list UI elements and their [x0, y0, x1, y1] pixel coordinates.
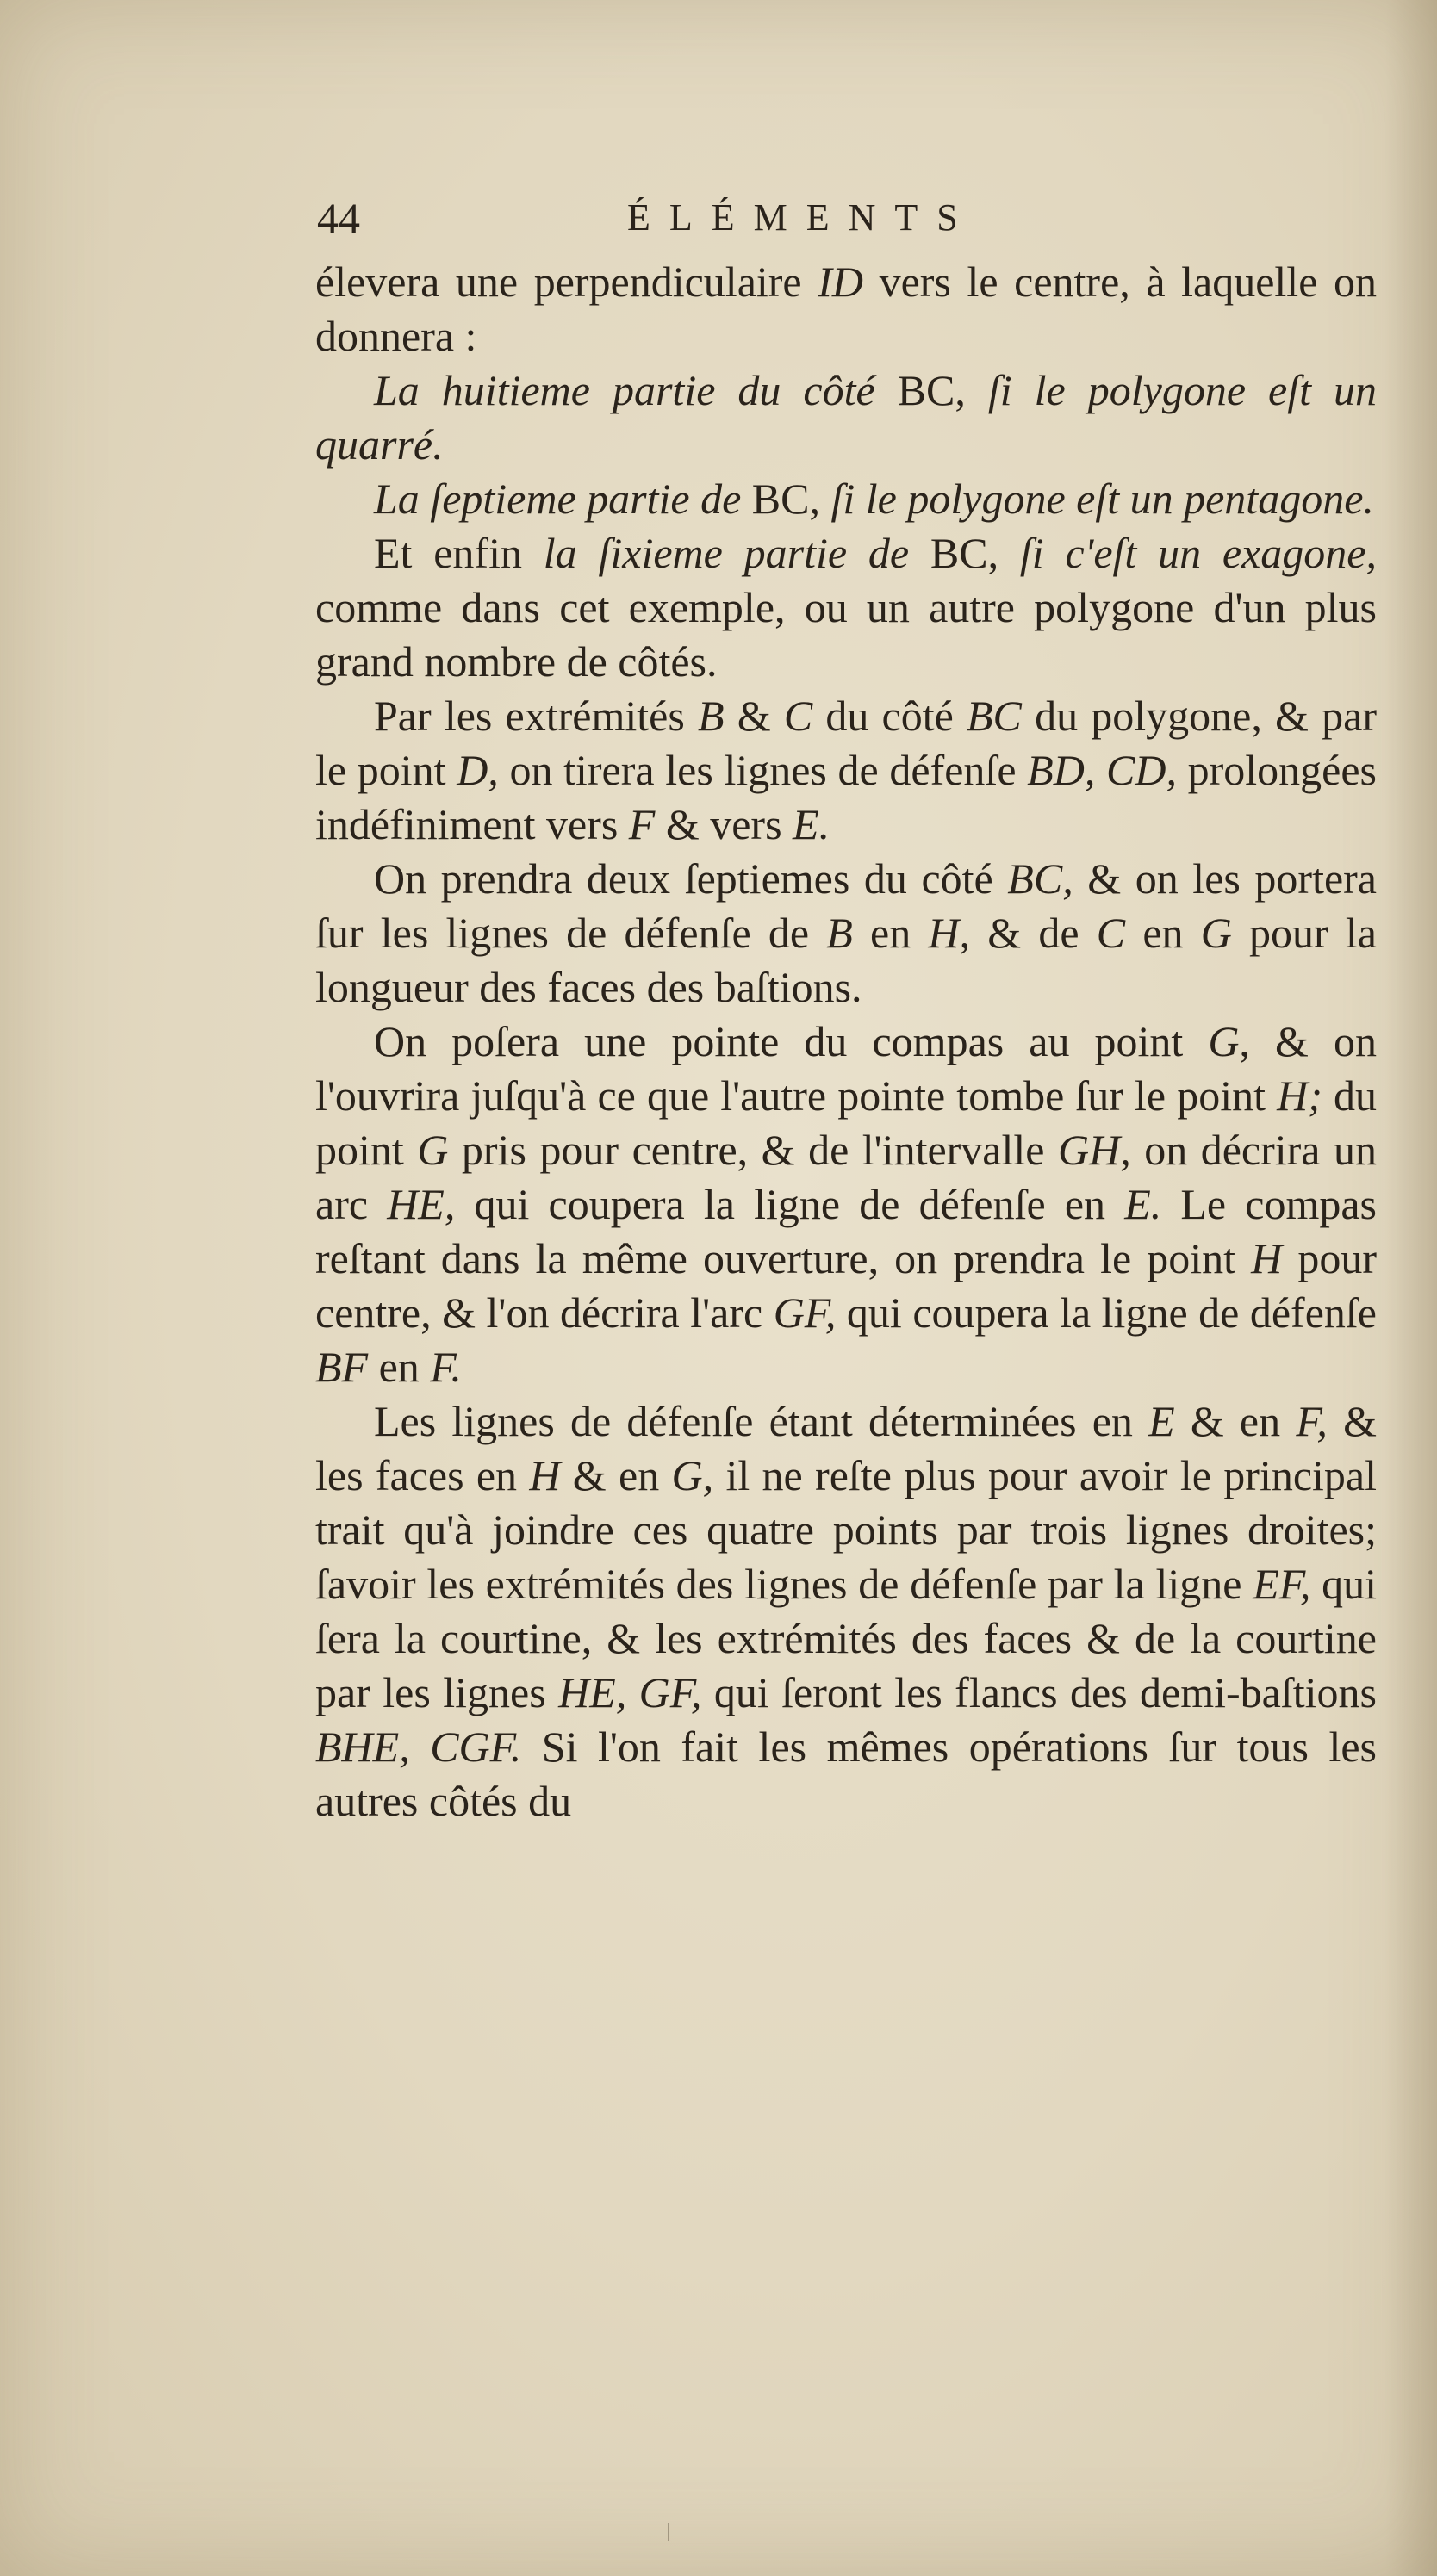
- text-run: qui ſeront les flancs des demi-baſtions: [701, 1668, 1378, 1716]
- text-run: comme dans cet exemple, ou un autre polygone d'un plus grand nombre de côtés.: [315, 583, 1377, 686]
- paragraph: [315, 852, 1377, 1015]
- paragraph: [315, 689, 1377, 852]
- italic-text-run: ſi le polygone eſt un pentagone.: [830, 475, 1374, 523]
- text-run: & en: [560, 1451, 672, 1499]
- text-run: Le compas reſtant dans la même ouverture, on prendra le point: [315, 1180, 1377, 1282]
- text-run: BC,: [897, 366, 966, 414]
- italic-text-run: F: [628, 800, 656, 848]
- italic-text-run: HE,: [387, 1180, 456, 1228]
- italic-text-run: H: [1251, 1234, 1283, 1282]
- italic-text-run: la ſixieme partie de: [543, 529, 930, 577]
- text-run: qui coupera la ligne de défenſe en: [455, 1180, 1125, 1228]
- text-run: & les faces en: [315, 1397, 1377, 1499]
- italic-text-run: La huitieme partie du côté: [374, 366, 898, 414]
- paragraph: [315, 526, 1377, 689]
- italic-text-run: G: [417, 1126, 449, 1174]
- text-run: Et enfin: [374, 529, 544, 577]
- italic-text-run: ID: [818, 258, 863, 306]
- text-run: On prendra deux ſeptiemes du côté: [374, 854, 1008, 903]
- italic-text-run: H;: [1277, 1071, 1322, 1120]
- italic-text-run: ſi le polygone eſt un quarré.: [315, 366, 1378, 469]
- text-run: & on les portera ſur les lignes de défenſe de: [315, 854, 1377, 957]
- italic-text-run: E.: [1124, 1180, 1162, 1228]
- italic-text-run: G: [1200, 909, 1232, 957]
- text-run: Par les extrémités: [374, 692, 698, 740]
- text-run: en: [368, 1343, 431, 1391]
- italic-text-run: G: [1208, 1017, 1240, 1065]
- paragraph: [315, 255, 1377, 363]
- text-run: du côté: [812, 692, 967, 740]
- text-run: du point: [315, 1071, 1377, 1174]
- italic-text-run: C: [1096, 909, 1126, 957]
- paragraph: [315, 1015, 1377, 1394]
- italic-text-run: D,: [457, 746, 499, 794]
- text-run: , & on l'ouvrira juſqu'à ce que l'autre pointe tombe ſur le point: [315, 1017, 1377, 1120]
- text-run: vers le centre, à laquelle on donnera :: [315, 258, 1377, 360]
- italic-text-run: B: [698, 692, 725, 740]
- body-text: [315, 255, 1377, 1828]
- page-mark: [668, 2523, 675, 2541]
- text-run: & vers: [655, 800, 793, 848]
- italic-text-run: EF,: [1253, 1560, 1311, 1608]
- italic-text-run: BHE, CGF.: [315, 1723, 522, 1771]
- text-run: Si l'on fait les mêmes opérations ſur tous les autres côtés du: [315, 1723, 1377, 1825]
- text-run: en: [852, 909, 929, 957]
- text-run: pour centre, & l'on décrira l'arc: [315, 1234, 1377, 1337]
- text-run: prolongées indéfiniment vers: [315, 746, 1377, 848]
- text-run: on décrira un arc: [315, 1126, 1377, 1228]
- page-number: 44: [317, 194, 360, 242]
- text-run: en: [1125, 909, 1201, 957]
- italic-text-run: ſi c'eſt un exagone,: [1019, 529, 1377, 577]
- italic-text-run: GF,: [773, 1288, 837, 1337]
- text-run: BC: [751, 475, 810, 523]
- paragraph: [315, 363, 1377, 472]
- text-run: qui coupera la ligne de défenſe: [836, 1288, 1377, 1337]
- text-run: &: [724, 692, 784, 740]
- paragraph: [315, 472, 1377, 526]
- text-run: qui ſera la courtine, & les extrémités des faces & de la courtine par les lignes: [315, 1560, 1377, 1716]
- italic-text-run: BF: [315, 1343, 369, 1391]
- italic-text-run: La ſeptieme partie de: [374, 475, 752, 523]
- italic-text-run: BD, CD,: [1027, 746, 1177, 794]
- text-run: ,: [809, 475, 831, 523]
- italic-text-run: F,: [1296, 1397, 1328, 1445]
- text-run: BC: [930, 529, 988, 577]
- text-run: élevera une perpendiculaire: [315, 258, 818, 306]
- text-run: On poſera une pointe du compas au point: [374, 1017, 1209, 1065]
- text-run: pris pour centre, & de l'intervalle: [448, 1126, 1058, 1174]
- text-run: du polygone, & par le point: [315, 692, 1377, 794]
- text-run: on tirera les lignes de défenſe: [498, 746, 1028, 794]
- italic-text-run: B: [826, 909, 853, 957]
- text-run: pour la longueur des faces des baſtions.: [315, 909, 1377, 1011]
- text-run: il ne reſte plus pour avoir le principal trait qu'à joindre ces quatre points par trois lignes droites; ſavoir les extrémités des lignes de défenſe par la ligne: [315, 1451, 1377, 1608]
- italic-text-run: GH,: [1057, 1126, 1131, 1174]
- italic-text-run: E.: [793, 800, 830, 848]
- text-run: ,: [987, 529, 1020, 577]
- italic-text-run: H: [529, 1451, 561, 1499]
- italic-text-run: F.: [430, 1343, 462, 1391]
- italic-text-run: HE, GF,: [558, 1668, 702, 1716]
- running-head-title: ÉLÉMENTS: [627, 196, 977, 239]
- italic-text-run: BC: [967, 692, 1022, 740]
- running-head: [317, 188, 1179, 248]
- text-run: & en: [1174, 1397, 1297, 1445]
- italic-text-run: C: [783, 692, 813, 740]
- italic-text-run: G,: [671, 1451, 714, 1499]
- italic-text-run: BC,: [1007, 854, 1073, 903]
- italic-text-run: E: [1148, 1397, 1175, 1445]
- paragraph: [315, 1394, 1377, 1828]
- text-run: Les lignes de défenſe étant déterminées en: [374, 1397, 1149, 1445]
- text-run: & de: [970, 909, 1097, 957]
- italic-text-run: H,: [928, 909, 971, 957]
